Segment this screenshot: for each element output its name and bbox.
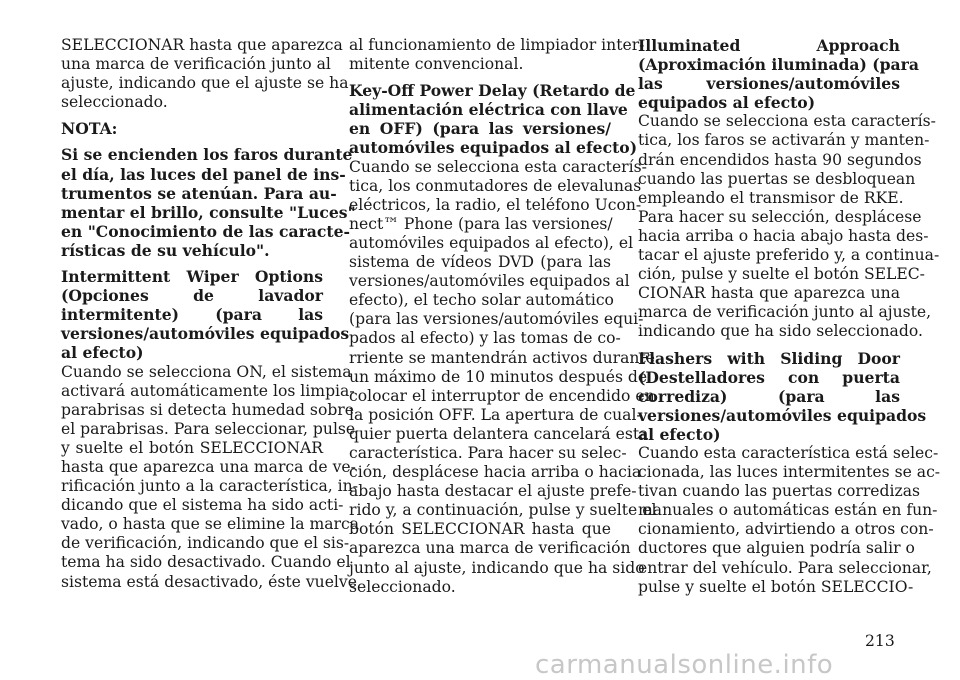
text-line: al efecto) — [638, 424, 721, 444]
text-line: Key-Off Power Delay (Retardo de — [349, 81, 636, 101]
text-line: rriente se mantendrán activos durante — [349, 348, 655, 367]
text-line: versiones/automóviles equipados al — [349, 272, 630, 291]
text-column-1 — [61, 36, 360, 592]
text-line: al efecto) — [61, 343, 144, 363]
text-line: versiones/automóviles equipados — [61, 324, 350, 344]
text-line: la posición OFF. La apertura de cual- — [349, 405, 642, 424]
text-line: seleccionado. — [61, 93, 168, 112]
text-line: nect™ Phone (para las versiones/ — [349, 214, 613, 233]
paragraph-gap — [61, 138, 323, 145]
section-heading — [638, 36, 919, 113]
text-line: (Aproximación iluminada) (para — [638, 55, 919, 75]
text-line: de verificación, indicando que el sis- — [61, 534, 350, 553]
text-line: tica, los faros se activarán y manten- — [638, 131, 930, 150]
section-heading — [638, 348, 927, 444]
text-line: efecto), el techo solar automático — [349, 291, 614, 310]
paragraph-gap — [61, 260, 323, 267]
paragraph — [61, 362, 360, 592]
text-line: Intermittent Wiper Options — [61, 267, 323, 287]
text-line: automóviles equipados al efecto), el — [349, 233, 634, 252]
text-line: SELECCIONAR hasta que aparezca — [61, 36, 343, 54]
text-line: activará automáticamente los limpia- — [61, 381, 355, 400]
paragraph — [349, 157, 657, 597]
text-line: NOTA: — [61, 119, 118, 139]
text-line: mitente convencional. — [349, 55, 524, 74]
text-line: rido y, a continuación, pulse y suelte el — [349, 501, 657, 520]
text-line: cionamiento, advirtiendo a otros con- — [638, 520, 934, 539]
text-line: Para hacer su selección, desplácese — [638, 207, 922, 226]
text-line: (Opciones de lavador — [61, 286, 323, 306]
paragraph — [638, 112, 940, 341]
text-line: tivan cuando las puertas corredizas — [638, 482, 921, 501]
text-line: drán encendidos hasta 90 segundos — [638, 150, 922, 169]
text-line: abajo hasta destacar el ajuste prefe- — [349, 482, 637, 501]
text-line: cionada, las luces intermitentes se ac- — [638, 463, 941, 482]
text-line: Illuminated Approach — [638, 36, 900, 55]
text-line: automóviles equipados al efecto) — [349, 138, 638, 158]
text-line: dicando que el sistema ha sido acti- — [61, 496, 344, 515]
text-line: empleando el transmisor de RKE. — [638, 188, 904, 207]
text-line: rificación junto a la característica, in- — [61, 477, 358, 496]
text-line: Cuando se selecciona esta caracterís- — [349, 157, 647, 176]
text-line: Cuando se selecciona esta caracterís- — [638, 112, 936, 131]
text-line: el día, las luces del panel de ins- — [61, 164, 346, 184]
text-line: aparezca una marca de verificación — [349, 539, 631, 558]
paragraph — [349, 36, 645, 74]
text-line: corrediza) (para las — [638, 386, 900, 406]
watermark-text: carmanualsonline.info — [535, 650, 834, 680]
text-line: intermitente) (para las — [61, 305, 323, 325]
text-line: hasta que aparezca una marca de ve- — [61, 457, 356, 476]
paragraph-gap — [349, 74, 611, 81]
text-line: el parabrisas. Para seleccionar, pulse — [61, 419, 356, 438]
text-line: equipados al efecto) — [638, 93, 816, 113]
text-line: Flashers with Sliding Door — [638, 348, 900, 368]
text-line: colocar el interruptor de encendido en — [349, 386, 655, 405]
text-line: rísticas de su vehículo". — [61, 240, 270, 260]
text-line: indicando que ha sido seleccionado. — [638, 322, 923, 341]
text-line: CIONAR hasta que aparezca una — [638, 284, 900, 303]
text-line: sistema está desactivado, éste vuelve — [61, 572, 357, 591]
text-line: marca de verificación junto al ajuste, — [638, 303, 932, 322]
text-line: trumentos se atenúan. Para au- — [61, 183, 337, 203]
text-line: manuales o automáticas están en fun- — [638, 501, 938, 520]
text-line: eléctricos, la radio, el teléfono Ucon- — [349, 195, 642, 214]
text-line: en "Conocimiento de las caracte- — [61, 221, 350, 241]
text-line: hacia arriba o hacia abajo hasta des- — [638, 226, 929, 245]
text-line: ductores que alguien podría salir o — [638, 539, 915, 558]
text-line: tacar el ajuste preferido y, a continua- — [638, 246, 940, 265]
text-line: pulse y suelte el botón SELECCIO- — [638, 577, 914, 596]
text-line: las versiones/automóviles — [638, 74, 900, 94]
text-line: una marca de verificación junto al — [61, 55, 331, 74]
section-heading — [61, 267, 350, 363]
text-line: junto al ajuste, indicando que ha sido — [349, 558, 645, 577]
text-line: ajuste, indicando que el ajuste se ha — [61, 74, 349, 93]
text-line: versiones/automóviles equipados — [638, 405, 927, 425]
text-line: tema ha sido desactivado. Cuando el — [61, 553, 351, 572]
text-line: botón SELECCIONAR hasta que — [349, 520, 611, 539]
paragraph-gap — [61, 112, 323, 119]
text-line: al funcionamiento de limpiador inter- — [349, 36, 645, 54]
text-column-3 — [638, 36, 941, 597]
text-line: Si se encienden los faros durante — [61, 145, 353, 165]
text-line: sistema de vídeos DVD (para las — [349, 253, 611, 272]
paragraph — [61, 36, 349, 112]
text-line: ción, desplácese hacia arriba o hacia — [349, 463, 642, 482]
section-heading — [349, 81, 638, 158]
text-line: alimentación eléctrica con llave — [349, 100, 628, 120]
text-line: Cuando se selecciona ON, el sistema — [61, 362, 352, 381]
text-line: mentar el brillo, consulte "Luces" — [61, 202, 356, 222]
section-heading — [61, 119, 323, 138]
text-line: entrar del vehículo. Para seleccionar, — [638, 558, 932, 577]
paragraph — [638, 443, 941, 597]
section-heading — [61, 145, 356, 260]
text-line: un máximo de 10 minutos después de — [349, 367, 648, 386]
text-line: pados al efecto) y las tomas de co- — [349, 329, 621, 348]
text-line: seleccionado. — [349, 577, 456, 596]
text-line: vado, o hasta que se elimine la marca — [61, 515, 360, 534]
text-line: cuando las puertas se desbloquean — [638, 169, 916, 188]
text-line: en OFF) (para las versiones/ — [349, 119, 611, 139]
text-line: quier puerta delantera cancelará esta — [349, 424, 649, 443]
page-number: 213 — [865, 632, 895, 650]
text-line: parabrisas si detecta humedad sobre — [61, 400, 354, 419]
text-column-2 — [349, 36, 657, 597]
text-line: característica. Para hacer su selec- — [349, 443, 627, 462]
text-line: y suelte el botón SELECCIONAR — [61, 438, 323, 457]
text-line: tica, los conmutadores de elevalunas — [349, 176, 642, 195]
text-line: Cuando esta característica está selec- — [638, 443, 939, 462]
text-line: (para las versiones/automóviles equi- — [349, 310, 644, 329]
text-line: (Destelladores con puerta — [638, 367, 900, 387]
paragraph-gap — [638, 342, 900, 349]
text-line: ción, pulse y suelte el botón SELEC- — [638, 265, 925, 284]
